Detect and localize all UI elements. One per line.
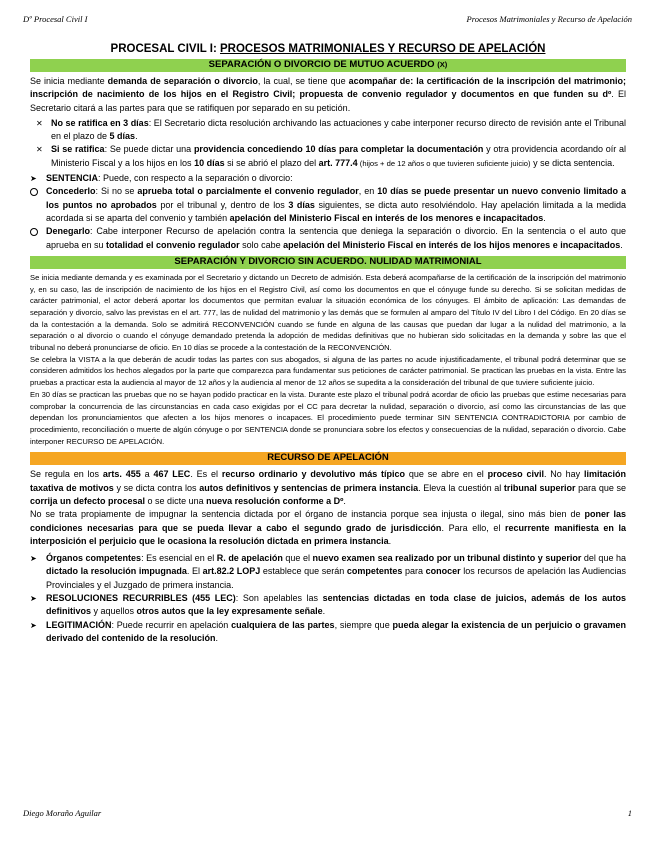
sentencia-options-list <box>30 185 626 251</box>
ratificacion-list <box>30 117 626 170</box>
list-item-legitimacion: ➤ LEGITIMACIÓN: Puede recurrir en apelación cualquiera de las partes, siempre que pueda alegar la existencia de un perjuicio o gravamen derivado del contenido de la resolución. <box>30 619 627 643</box>
document-body <box>30 42 626 645</box>
sin-acuerdo-paragraph-1: Se inicia mediante demanda y es examinada por el Secretario y dictando un Decreto de admisión. Esta deberá acompañarse de la certificación de la inscripción del matrimonio y, en su caso, las de inscripción de nacimiento de los hijos en el Registro Civil, así como los documentos en que el cónyuge funde su derecho. Si se solicitan medidas de carácter patrimonial, el actor deberá aportar los documentos que permitan evaluar la situación económica de los cónyuges. El ámbito de aplicación: Las demandas de separación y divorcio, salvo las previstas en el art. 777, las de nulidad del matrimonio y las demás que se formulen al amparo del Título IV del Libro I del Código. En 20 días se da la contestación a la demanda. Solo se admitirá RECONVENCIÓN cuando se funde en alguna de las causas que puedan dar lugar a la nulidad del matrimonio, a la separación o al divorcio o cuando el cónyuge demandado pretenda la adopción de medidas definitivas que no hubieran sido solicitadas en la demanda y sobre las que el tribunal no deberá pronunciarse de oficio. En 10 días se procede a la contestación de la RECONVENCIÓN. <box>30 272 626 353</box>
apelacion-paragraph-2: No se trata propiamente de impugnar la sentencia dictada por el órgano de instancia porque sea injusta o ilegal, sino más bien de poner las condiciones necesarias para que se pueda llevar a cabo el segundo grado de jurisdicción. Para ello, el recurrente manifiesta en la interposición el perjuicio que le ocasiona la resolución dictada en primera instancia. <box>30 509 627 546</box>
footer-author: Diego Moraño Aguilar <box>23 808 102 818</box>
arrow-bullet-icon: ➤ <box>30 554 37 564</box>
list-item-concederlo: Concederlo: Si no se aprueba total o parcialmente el convenio regulador, en 10 días se puede presentar un nuevo convenio limitado a los puntos no aprobados por el tribunal y, dentro de los 3 días siguientes, se dicta auto resolviéndolo. Hay apelación limitada a la medida acordada si se aparta del convenio y también apelación del Ministerio Fiscal en interés de los menores e incapacitados. <box>30 185 626 225</box>
page-footer <box>23 808 632 820</box>
list-item-no-ratifica: ✕ No se ratifica en 3 días: El Secretario dicta resolución archivando las actuaciones y cabe interponer recurso directo de revisión ante el Tribunal en el plazo de 5 días. <box>36 117 626 142</box>
arrow-bullet-icon: ➤ <box>30 174 37 184</box>
header-left: Dº Procesal Civil I <box>23 14 88 24</box>
list-item-denegarlo: Denegarlo: Cabe interponer Recurso de apelación contra la sentencia que deniega la separación o divorcio. En la sentencia o el auto que aprueba en su totalidad el convenio regulador solo cabe apelación del Ministerio Fiscal en interés de los hijos menores e incapacitados. <box>30 225 626 252</box>
section-heading-sin-acuerdo: SEPARACIÓN Y DIVORCIO SIN ACUERDO. NULIDAD MATRIMONIAL <box>30 256 626 269</box>
page-title: PROCESAL CIVIL I: PROCESOS MATRIMONIALES Y RECURSO DE APELACIÓN <box>110 43 546 55</box>
circle-bullet-icon <box>30 228 38 236</box>
arrow-bullet-icon: ➤ <box>30 620 37 630</box>
page-number: 1 <box>627 808 632 818</box>
arrow-bullet-icon: ➤ <box>30 594 37 604</box>
section-heading-mutuo-acuerdo: SEPARACIÓN O DIVORCIO DE MUTUO ACUERDO (X) <box>30 59 626 72</box>
list-item-organos: ➤ Órganos competentes: Es esencial en el R. de apelación que el nuevo examen sea realizado por un tribunal distinto y superior del que ha dictado la resolución impugnada. El art.82.2 LOPJ establece que serán competentes para conocer los recursos de apelación las Audiencias Provinciales y el Juzgado de primera instancia. <box>30 553 626 590</box>
sentencia-list <box>30 172 626 185</box>
x-bullet-icon: ✕ <box>36 145 43 155</box>
page-header <box>23 14 632 26</box>
sin-acuerdo-paragraph-3: En 30 días se practican las pruebas que no se hayan podido practicar en la vista. Durante este plazo el tribunal podrá acordar de oficio las pruebas que estime necesarias para comprobar la concurrencia de las circunstancias en cada caso exigidas por el CC para decretar la nulidad, separación o divorcio, así como las circunstancias de las que dependan los pronunciamientos que afecten a los hijos menores o incapaces. El procedimiento puede terminar SIN SENTENCIA CONTRADICTORIA por cambio de procedimiento, reconciliación o muerte de algún cónyuge o por SENTENCIA donde se pronunciara sobre los efectos y consecuencias de la nulidad, separación o divorcio. Cabe interponer RECURSO DE APELACIÓN. <box>30 389 626 446</box>
list-item-resoluciones: ➤ RESOLUCIONES RECURRIBLES (455 LEC): Son apelables las sentencias dictadas en toda clase de juicios, además de los autos definitivos y aquellos otros autos que la ley expresamente señale. <box>30 593 626 617</box>
header-right: Procesos Matrimoniales y Recurso de Apelación <box>466 14 632 24</box>
circle-bullet-icon <box>30 188 38 196</box>
apelacion-paragraph-1: Se regula en los arts. 455 a 467 LEC. Es el recurso ordinario y devolutivo más típico que se abre en el proceso civil. No hay limitación taxativa de motivos y se dicta contra los autos definitivos y sentencias de primera instancia. Eleva la cuestión al tribunal superior para que se corrija un defecto procesal o se dicte una nueva resolución conforme a Dº. <box>30 469 627 506</box>
x-bullet-icon: ✕ <box>36 118 43 128</box>
apelacion-list <box>30 552 626 645</box>
list-item-si-ratifica: ✕ Si se ratifica: Se puede dictar una providencia concediendo 10 días para completar la documentación y otra providencia acordando oír al Ministerio Fiscal y a los hijos en los 10 días si se abrió el plazo del art. 777.4 (hijos + de 12 años o que tuvieren suficiente juicio) y se dicta sentencia. <box>36 144 627 168</box>
sin-acuerdo-paragraph-2: Se celebra la VISTA a la que deberán de acudir todas las partes con sus abogados, si alguna de las partes no acude injustificadamente, el tribunal podrá determinar que se consideren admitidos los hechos alegados por la parte que comparezca para fundamentar sus peticiones de carácter patrimonial. Se practican las pruebas en la vista. Entre las pruebas a practicar esta la audiencia al mayor de 12 años y la audiencia al menor de 12 años se supedita a la consideración del tribunal de que tuviere suficiente juicio. <box>30 354 626 388</box>
section-heading-recurso-apelacion: RECURSO DE APELACIÓN <box>30 452 626 465</box>
mutuo-acuerdo-intro: Se inicia mediante demanda de separación o divorcio, la cual, se tiene que acompañar de: la certificación de la inscripción del matrimonio; inscripción de nacimiento de los hijos en el Registro Civil; propuesta de convenio regulador y documentos en que funden su dº. El Secretario citará a las partes para que se ratifiquen por separado en su petición. <box>30 76 627 113</box>
list-item-sentencia: ➤ SENTENCIA: Puede, con respecto a la separación o divorcio: <box>30 172 626 185</box>
